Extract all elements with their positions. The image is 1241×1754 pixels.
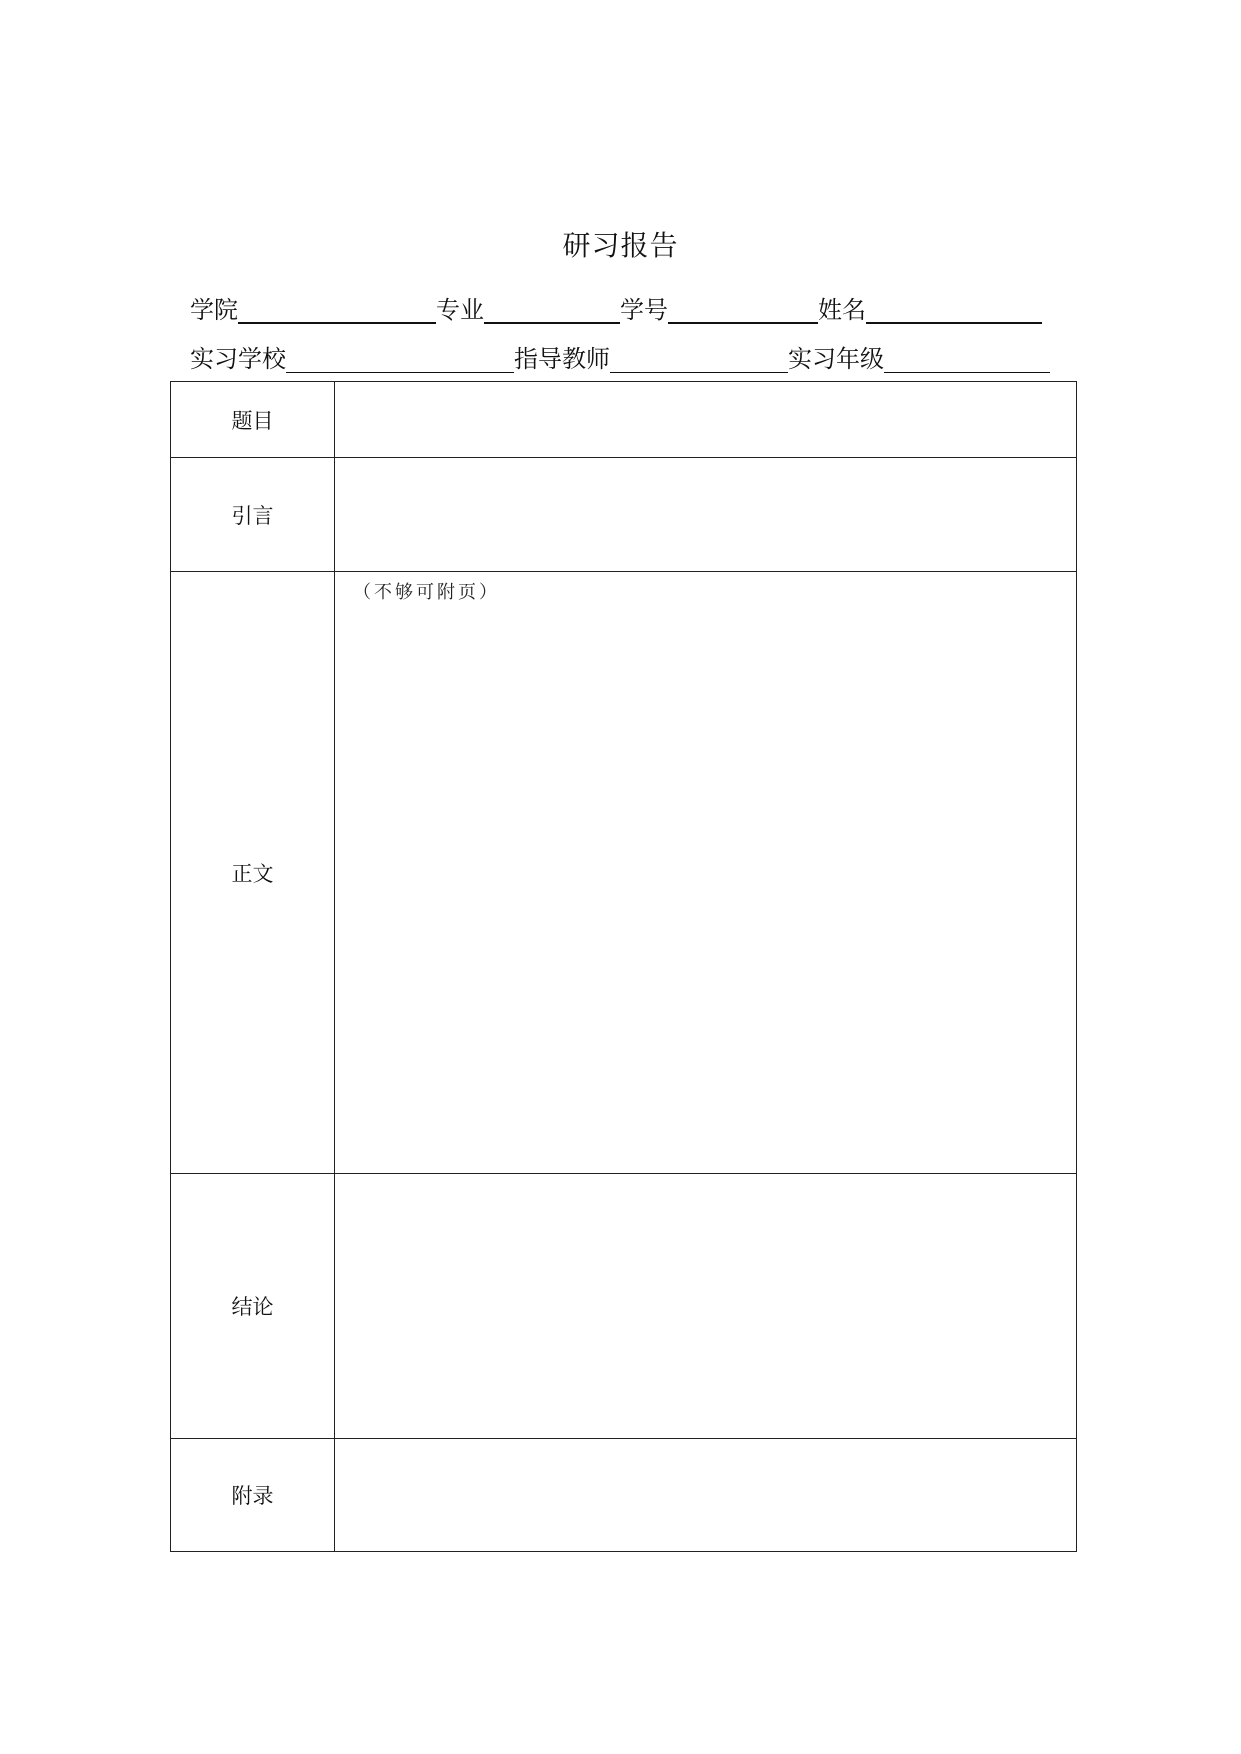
name-label: 姓名 xyxy=(818,296,866,324)
row-label-conclusion: 结论 xyxy=(171,1174,335,1439)
header-fields-line-2 xyxy=(190,339,1050,375)
row-label-introduction: 引言 xyxy=(171,458,335,572)
internship-school-field[interactable] xyxy=(286,344,514,373)
major-label: 专业 xyxy=(436,296,484,324)
row-label-appendix: 附录 xyxy=(171,1439,335,1552)
major-field[interactable] xyxy=(484,294,620,324)
supervisor-field[interactable] xyxy=(610,344,788,373)
table-row-appendix xyxy=(171,1439,1077,1552)
college-field[interactable] xyxy=(238,294,436,324)
name-field[interactable] xyxy=(866,294,1042,324)
table-row-conclusion xyxy=(171,1174,1077,1439)
internship-grade-field[interactable] xyxy=(884,344,1050,373)
conclusion-content-cell[interactable] xyxy=(335,1174,1077,1439)
table-row-title xyxy=(171,382,1077,458)
internship-school-label: 实习学校 xyxy=(190,345,286,373)
title-content-cell[interactable] xyxy=(335,382,1077,458)
body-content-cell[interactable] xyxy=(335,572,1077,1174)
student-id-field[interactable] xyxy=(668,294,818,324)
row-label-body: 正文 xyxy=(171,572,335,1174)
row-label-title: 题目 xyxy=(171,382,335,458)
introduction-content-cell[interactable] xyxy=(335,458,1077,572)
internship-grade-label: 实习年级 xyxy=(788,345,884,373)
college-label: 学院 xyxy=(190,296,238,324)
document-title: 研习报告 xyxy=(562,229,679,262)
attach-pages-note: （不够可附页） xyxy=(353,582,500,603)
table-row-introduction xyxy=(171,458,1077,572)
student-id-label: 学号 xyxy=(620,296,668,324)
table-row-body xyxy=(171,572,1077,1174)
appendix-content-cell[interactable] xyxy=(335,1439,1077,1552)
header-fields-line-1 xyxy=(190,290,1042,326)
report-table xyxy=(170,381,1077,1552)
supervisor-label: 指导教师 xyxy=(514,345,610,373)
